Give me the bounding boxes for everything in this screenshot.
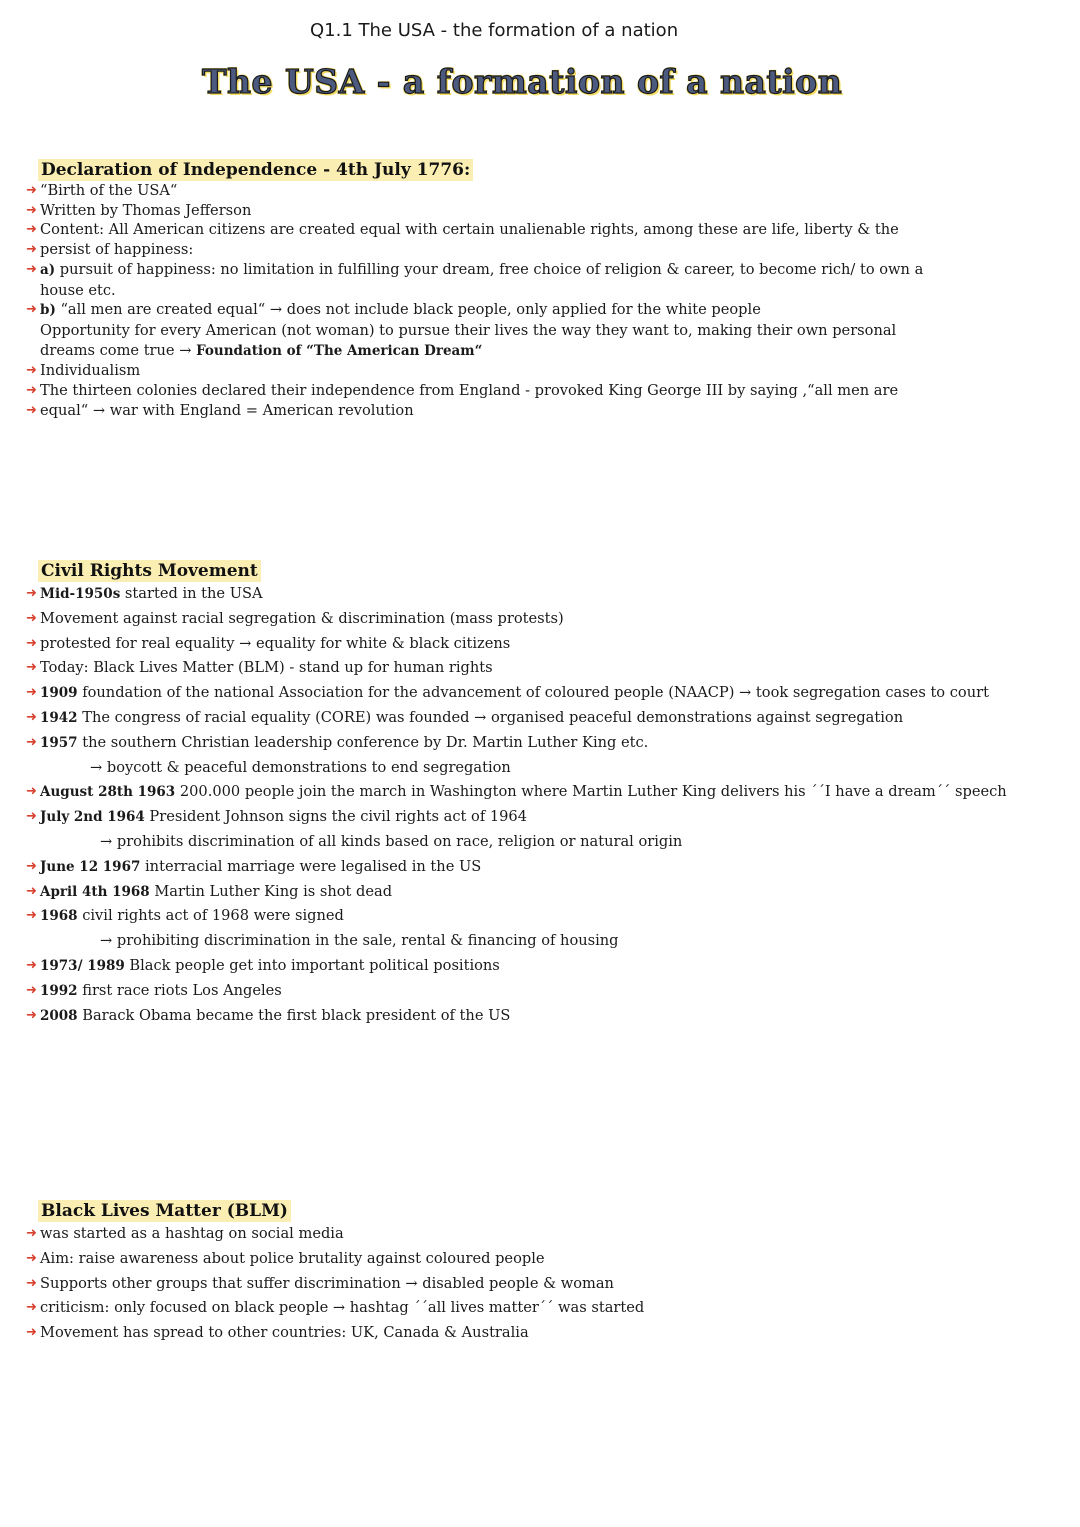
red-arrow-bullet-icon: ➜ <box>26 302 37 318</box>
list-item: ➜ Individualism <box>26 362 141 380</box>
red-arrow-bullet-icon: ➜ <box>26 1250 37 1266</box>
red-arrow-bullet-icon: ➜ <box>26 383 37 399</box>
list-item: ➜ 2008 Barack Obama became the first black president of the US <box>24 1004 1074 1029</box>
list-item: ➜ 1973/ 1989 Black people get into important political positions <box>24 954 1074 979</box>
list-item: ➜ protested for real equality → equality for white & black citizens <box>24 632 1074 657</box>
red-arrow-bullet-icon: ➜ <box>26 242 37 258</box>
red-arrow-bullet-icon: ➜ <box>26 610 37 626</box>
red-arrow-bullet-icon: ➜ <box>26 222 37 238</box>
list-item: ➜ Supports other groups that suffer discrimination → disabled people & woman <box>24 1272 1074 1297</box>
red-arrow-bullet-icon: ➜ <box>26 784 37 800</box>
red-arrow-bullet-icon: ➜ <box>26 363 37 379</box>
list-item: ➜ was started as a hashtag on social media <box>24 1222 1074 1247</box>
list-item: ➜ August 28th 1963 200.000 people join the march in Washington where Martin Luther King delivers his ´´I have a dream´´ speech <box>24 780 1074 805</box>
list-item: ➜ equal“ → war with England = American revolution <box>26 401 414 419</box>
list-item: ➜ Movement against racial segregation & discrimination (mass protests) <box>24 607 1074 632</box>
red-arrow-bullet-icon: ➜ <box>26 685 37 701</box>
red-arrow-bullet-icon: ➜ <box>26 858 37 874</box>
red-arrow-bullet-icon: ➜ <box>26 183 37 198</box>
red-arrow-bullet-icon: ➜ <box>26 1300 37 1316</box>
list-item: ➜ Mid-1950s started in the USA <box>24 582 1074 607</box>
list-item: ➜ “Birth of the USA“ <box>26 182 178 199</box>
red-arrow-bullet-icon: ➜ <box>26 957 37 973</box>
blm-heading: Black Lives Matter (BLM) <box>38 1200 291 1222</box>
civil-rights-heading: Civil Rights Movement <box>38 560 261 582</box>
red-arrow-bullet-icon: ➜ <box>26 709 37 725</box>
list-item: ➜ 1957 the southern Christian leadership conference by Dr. Martin Luther King etc. <box>24 731 1074 756</box>
red-arrow-bullet-icon: ➜ <box>26 1275 37 1291</box>
red-arrow-bullet-icon: ➜ <box>26 734 37 750</box>
blm-section <box>24 1200 1074 1346</box>
main-title: The USA - a formation of a nation <box>202 62 843 101</box>
red-arrow-bullet-icon: ➜ <box>26 660 37 676</box>
declaration-section <box>24 159 1074 420</box>
page-header: Q1.1 The USA - the formation of a nation <box>310 20 679 41</box>
list-item: ➜ April 4th 1968 Martin Luther King is shot dead <box>24 880 1074 905</box>
list-sub-item: → prohibiting discrimination in the sale, rental & financing of housing <box>100 932 619 950</box>
list-item: ➜ Today: Black Lives Matter (BLM) - stand up for human rights <box>24 656 1074 681</box>
list-item: ➜ Content: All American citizens are created equal with certain unalienable rights, among these are life, liberty & the <box>26 221 899 239</box>
red-arrow-bullet-icon: ➜ <box>26 635 37 651</box>
list-item: ➜ The thirteen colonies declared their independence from England - provoked King George III by saying ,“all men are <box>26 382 899 400</box>
list-item: ➜ b) “all men are created equal“ → does not include black people, only applied for the white people <box>26 301 761 319</box>
list-item: ➜ 1968 civil rights act of 1968 were signed <box>24 904 1074 929</box>
red-arrow-bullet-icon: ➜ <box>26 402 37 418</box>
list-item: ➜ criticism: only focused on black people → hashtag ´´all lives matter´´ was started <box>24 1296 1074 1321</box>
list-item-continuation: dreams come true → Foundation of “The American Dream“ <box>40 341 483 359</box>
red-arrow-bullet-icon: ➜ <box>26 261 37 277</box>
list-item-continuation: Opportunity for every American (not woman) to pursue their lives the way they want to, making their own personal <box>40 321 897 339</box>
list-item: ➜ June 12 1967 interracial marriage were legalised in the US <box>24 855 1074 880</box>
list-item: ➜ July 2nd 1964 President Johnson signs the civil rights act of 1964 <box>24 805 1074 830</box>
list-sub-item: → boycott & peaceful demonstrations to end segregation <box>90 758 511 776</box>
declaration-heading: Declaration of Independence - 4th July 1776: <box>38 159 473 181</box>
list-item-continuation: house etc. <box>40 281 116 299</box>
red-arrow-bullet-icon: ➜ <box>26 1007 37 1023</box>
red-arrow-bullet-icon: ➜ <box>26 202 37 218</box>
red-arrow-bullet-icon: ➜ <box>26 1226 37 1241</box>
list-item: ➜ Movement has spread to other countries: UK, Canada & Australia <box>24 1321 1074 1346</box>
list-item: ➜ persist of happiness: <box>26 241 194 259</box>
red-arrow-bullet-icon: ➜ <box>26 1325 37 1341</box>
red-arrow-bullet-icon: ➜ <box>26 809 37 825</box>
list-item: ➜ Aim: raise awareness about police brutality against coloured people <box>24 1247 1074 1272</box>
civil-rights-section <box>24 560 1074 1028</box>
red-arrow-bullet-icon: ➜ <box>26 883 37 899</box>
list-item: ➜ 1942 The congress of racial equality (CORE) was founded → organised peaceful demonstrations against segregation <box>24 706 1074 731</box>
list-sub-item: → prohibits discrimination of all kinds based on race, religion or natural origin <box>100 832 683 850</box>
red-arrow-bullet-icon: ➜ <box>26 908 37 924</box>
list-item: ➜ Written by Thomas Jefferson <box>26 201 252 219</box>
red-arrow-bullet-icon: ➜ <box>26 586 37 601</box>
red-arrow-bullet-icon: ➜ <box>26 982 37 998</box>
list-item: ➜ a) pursuit of happiness: no limitation in fulfilling your dream, free choice of religion & career, to become rich/ to own a <box>26 260 924 278</box>
list-item: ➜ 1909 foundation of the national Association for the advancement of coloured people (NAACP) → took segregation cases to court <box>24 681 1074 706</box>
list-item: ➜ 1992 first race riots Los Angeles <box>24 979 1074 1004</box>
